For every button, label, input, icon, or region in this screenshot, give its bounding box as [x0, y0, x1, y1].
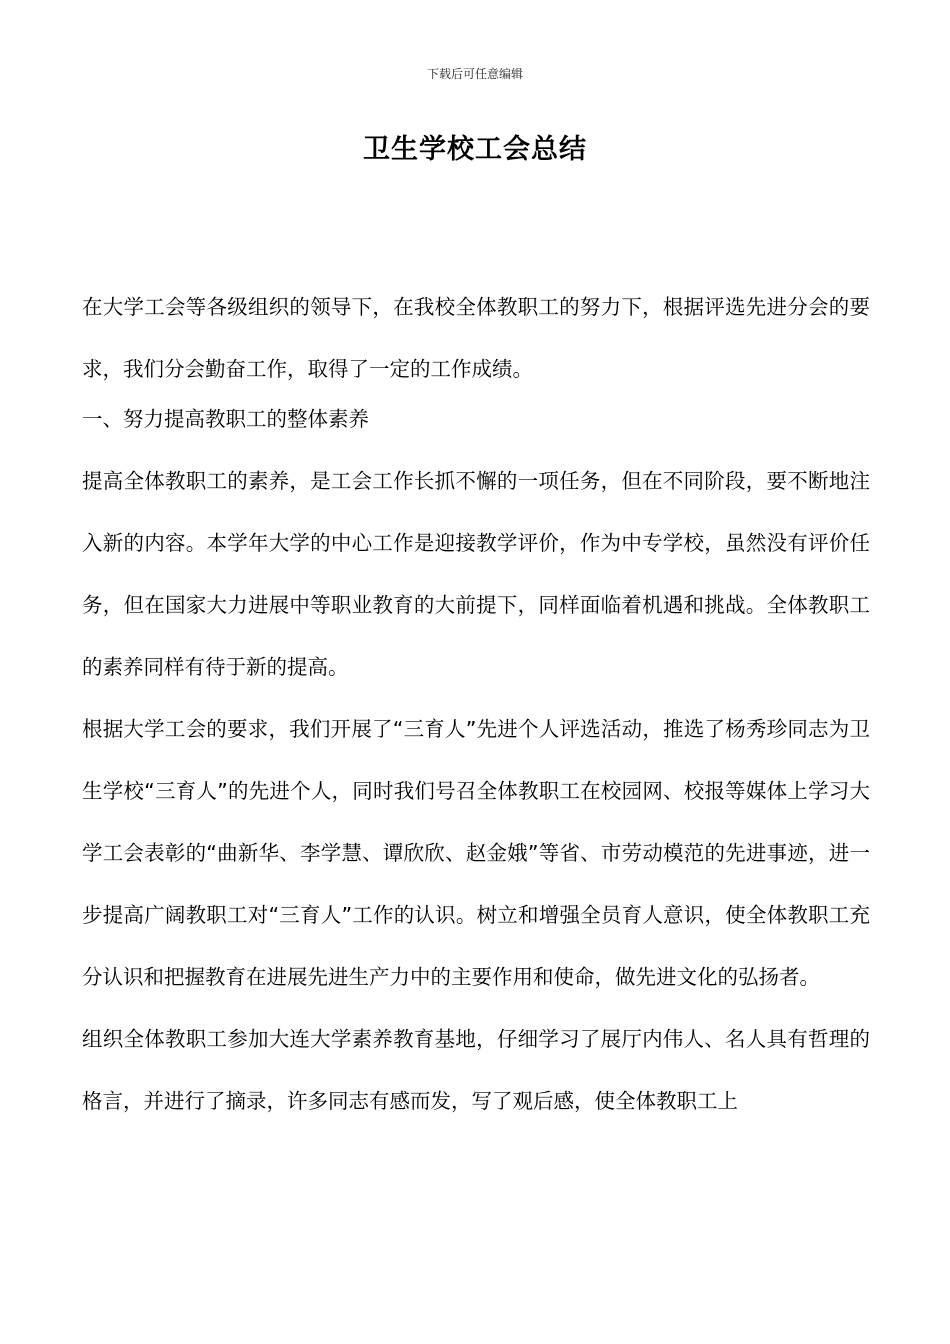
document-body: [82, 276, 870, 1132]
intro-paragraph: 在大学工会等各级组织的领导下，在我校全体教职工的努力下，根据评选先进分会的要求，我们分会勤奋工作，取得了一定的工作成绩。: [82, 295, 870, 381]
header-note: 下载后可任意编辑: [426, 67, 523, 81]
body-paragraph: 根据大学工会的要求，我们开展了“三育人”先进个人评选活动，推选了杨秀珍同志为卫生学校“三育人”的先进个人，同时我们号召全体教职工在校园网、校报等媒体上学习大学工会表彰的“曲新华、李学慧、谭欣欣、赵金娥”等省、市劳动模范的先进事迹，进一步提高广阔教职工对“三育人”工作的认识。树立和增强全员育人意识，使全体教职工充分认识和把握教育在进展先进生产力中的主要作用和使命，做先进文化的弘扬者。: [82, 717, 870, 989]
section-heading: 一、努力提高教职工的整体素养: [82, 407, 369, 431]
body-paragraph: 提高全体教职工的素养，是工会工作长抓不懈的一项任务，但在不同阶段，要不断地注入新的内容。本学年大学的中心工作是迎接教学评价，作为中专学校，虽然没有评价任务，但在国家大力进展中等职业教育的大前提下，同样面临着机遇和挑战。全体教职工的素养同样有待于新的提高。: [82, 469, 870, 679]
document-title: 卫生学校工会总结: [363, 134, 587, 165]
body-paragraph: 组织全体教职工参加大连大学素养教育基地，仔细学习了展厅内伟人、名人具有哲理的格言，并进行了摘录，许多同志有感而发，写了观后感，使全体教职工上: [82, 1027, 870, 1113]
